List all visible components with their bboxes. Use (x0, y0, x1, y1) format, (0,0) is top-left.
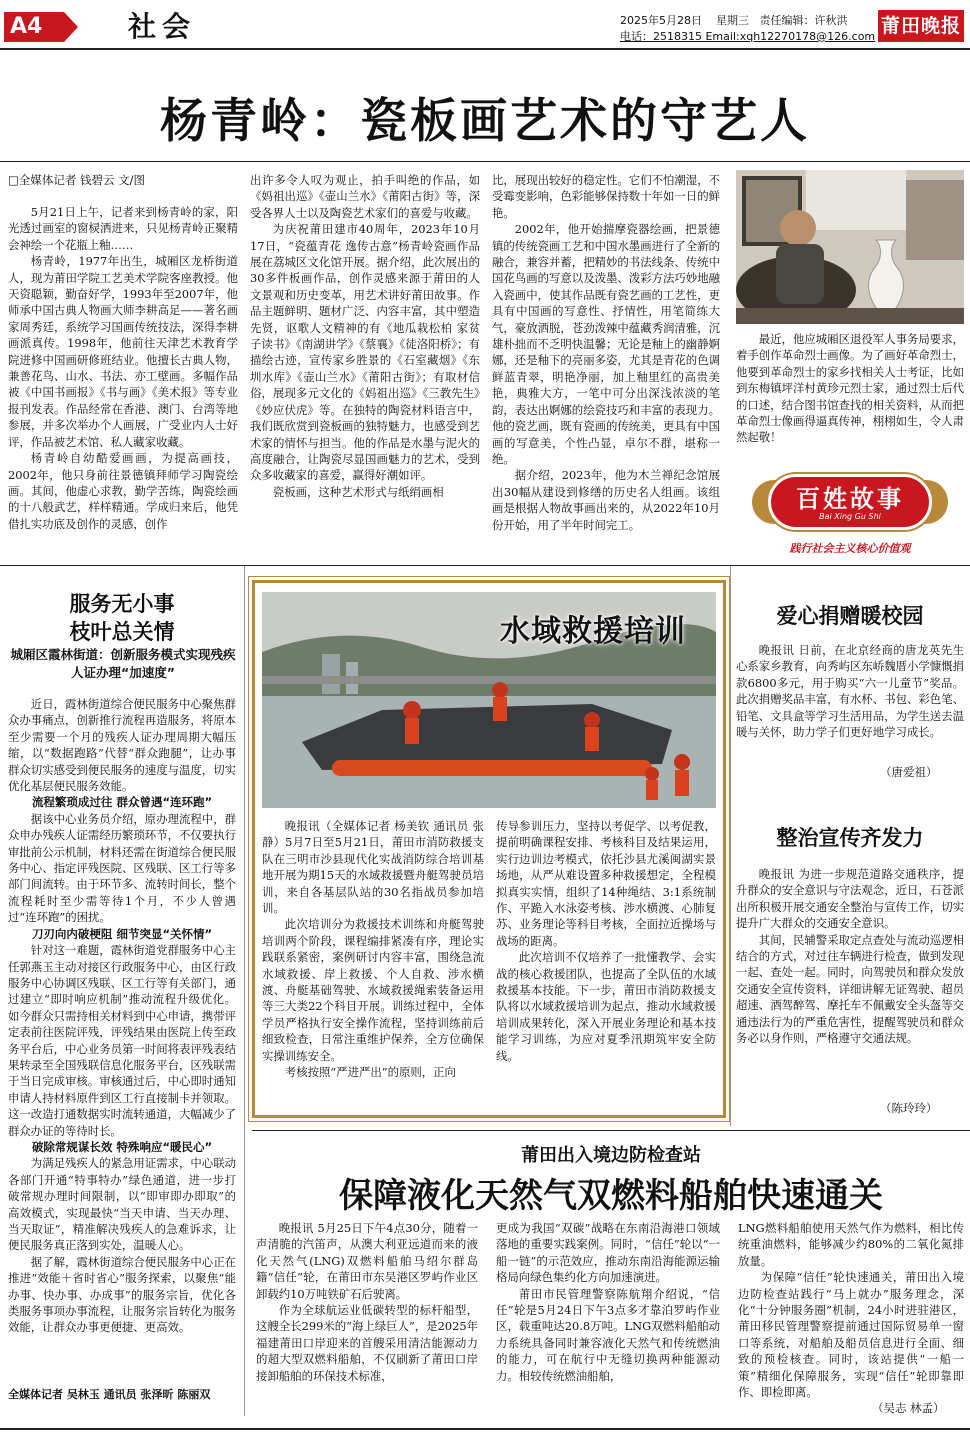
right-title-2: 整治宣传齐发力 (776, 826, 924, 850)
lead-col-4 (736, 331, 964, 453)
paragraph: 5月21日上午，记者来到杨青岭的家，阳光透过画室的窗棂洒进来，只见杨青岭正聚精会神绘一个花瓶上釉…… (8, 205, 238, 252)
weekday: 星期三 (716, 14, 749, 27)
footer-rule (0, 1428, 970, 1430)
paragraph: 传导参训压力，坚持以考促学、以考促教，提前明确课程安排、考核科目及结果运用，实行边训边考模式，依托沙县尤溪闽湖实景场地，从严从难设置多种救援想定，全程模拟真实实情，组织了14种绳结、3:1系统制作、平跪入水泳姿考核、涉水横渡、心肺复苏、业务理论等科目考核，全面拉近操场与战场的距离。 (496, 819, 716, 948)
left-title-1: 服务无小事 (69, 592, 175, 616)
right-title-1: 爱心捐赠暖校园 (776, 604, 924, 628)
editor: 责任编辑：许秋洪 (759, 14, 848, 27)
paragraph: 晚报讯 日前，在北京经商的唐龙英先生心系家乡教育，向秀屿区东峤魏厝小学慷慨捐款6800多元，用于购买“六一儿童节”奖品。此次捐赠奖品丰富，有水杯、书包、彩色笔、铅笔、文具盒等学习生活用品，为学生送去温暖与关怀，助力学子们更好地学习成长。 (736, 643, 964, 740)
paragraph: 为保障“信任”轮快速通关，莆田出入境边防检查站践行“马上就办”服务理念，深化“十分钟服务圈”机制，24小时进驻港区，莆田移民管理警察提前通过国际贸易单一窗口等系统，对船舶及船员信息进行全面、细致的预检核查。同时，该站提供“一船一策”精细化保障服务，实现“信任”轮即靠即作、即检即离。 (738, 1270, 964, 1400)
masthead-rule (0, 48, 970, 50)
paragraph: 比，展现出较好的稳定性。它们不怕潮湿，不受霉变影响，色彩能够保持数十年如一日的鲜艳。 (492, 173, 720, 220)
lead-headline: 杨青岭：瓷板画艺术的守艺人 (160, 94, 810, 149)
column-divider (244, 566, 245, 1416)
paragraph: 此次培训不仅培养了一批懂教学、会实战的核心救援团队，也提高了全队伍的水域救援基本技能。下一步，莆田市消防救援支队将以水域救援培训为起点，推动水域救援培训成果转化，深入开展业务理论和基本技能学习训练，为应对夏季汛期筑牢安全防线。 (496, 950, 716, 1063)
bottom-credit: （吴志 林孟） (872, 1401, 945, 1415)
baixing-gushi-logo (738, 470, 962, 560)
section-title: 社会 (128, 10, 197, 43)
page-tab-arrow (64, 12, 78, 42)
subhead: 刀刃向内破梗阻 细节突显“关怀情” (31, 926, 213, 941)
title-rule (0, 161, 970, 162)
lead-col-1 (8, 204, 238, 558)
bottom-kicker: 莆田出入境边防检查站 (521, 1145, 701, 1166)
photo-caption: 水域救援培训 (500, 614, 686, 649)
paragraph: 晚报讯（全媒体记者 杨美钦 通讯员 张静）5月7日至5月21日，莆田市消防救援支队在三明市沙县现代化实战消防综合培训基地开展为期15天的水域救援暨舟艇驾驶员培训，来自各基层队站的30名指战员参加培训。 (262, 819, 484, 916)
paragraph: 瓷板画，这种艺术形式与纸绢画相 (272, 484, 444, 499)
lead-byline: □全媒体记者 钱碧云 文/图 (8, 173, 146, 187)
bottom-col-2 (496, 1220, 720, 1416)
artist-photo (736, 170, 964, 324)
paragraph: 据介绍，2023年，他为木兰禅纪念馆展出30幅从建设到修缮的历史名人组画。该组画是根据人物故事画出来的，从2022年10月份开始，用了半年时间完工。 (492, 468, 720, 532)
paragraph: 为庆祝莆田建市40周年，2023年10月17日，“瓷蕴青花 逸传古意”杨青岭瓷画作品展在荔城区文化馆开展。据介绍，此次展出的30多件板画作品，创作灵感来源于莆田的人文景观和历史变革，用艺术讲好莆田故事。作品主题鲜明、题材广泛、内容丰富，其中塑造先贤，讴歌人文精神的有《地瓜栽松柏 家贫子读书》《南湖讲学》《蔡襄》《徒洛阳桥》；有描绘古迹，宣传家乡胜景的《石室藏烟》《东圳水库》《壶山兰水》《莆阳古街》；有取材信俗，展现多元文化的《妈祖出巡》《三教先生》《妙应伏虎》等。在独特的陶瓷材料语言中，我们既欣赏到瓷板画的独特魅力，也感受到艺术家的情怀与担当。他的作品是水墨与泥火的高度融合，让陶瓷尽显国画魅力的艺术，受到众多收藏家的喜爱，赢得好潮如评。 (250, 222, 480, 483)
lead-col-3 (492, 172, 720, 558)
left-credit: 全媒体记者 吴林玉 通讯员 张泽昕 陈丽双 (8, 1388, 211, 1401)
paragraph: 据了解，霞林街道综合便民服务中心正在推进“效能＋省时省心”服务探索，以聚焦“能办事、快办事、办成事”的服务宗旨，优化各类服务事项办事流程，让服务宗旨转化为服务效能，让群众办事更便捷、更高效。 (8, 1254, 236, 1335)
paragraph: 其间，民辅警采取定点查处与流动巡逻相结合的方式，对过往车辆进行检查，做到发现一起、查处一起。同时，向驾驶员和群众发放交通安全宣传资料，详细讲解无证驾驶、超员超速、酒驾醉驾、摩托车不佩戴安全头盔等交通违法行为的严重危害性，提醒驾驶员和群众务必以身作则，严格遵守交通法规。 (736, 932, 964, 1046)
left-title-2: 枝叶总关情 (69, 620, 175, 644)
lead-col-2 (250, 172, 480, 558)
paragraph: 最近，他应城厢区退役军人事务局要求，着手创作革命烈士画像。为了画好革命烈士，他要到革命烈士的家乡找相关人士考证，比如到东梅镇坪洋村黄珍元烈士家，通过烈士后代的口述，结合图书馆查找的相关资料，从而把革命烈士像画得逼真传神，栩栩如生，令人肃然起敬！ (736, 332, 964, 445)
paragraph: 考核按照“严进严出”的原则，正向 (284, 1065, 456, 1080)
right-story-1 (736, 642, 964, 762)
contact-line: 电话：2518315 Email:xqh12270178@126.com (620, 30, 876, 43)
column-divider (730, 566, 731, 1126)
paper-logo: 莆田晚报 (878, 10, 964, 42)
date-line (620, 12, 848, 28)
subhead: 破除常规谋长效 特殊响应“暖民心” (31, 1139, 213, 1154)
paragraph: 更成为我国“双碳”战略在东南沿海港口领域落地的重要实践案例。同时，“信任”轮以“一船一链”的示范效应，推动东南沿海能源运输格局向绿色集约化方向加速演进。 (496, 1221, 720, 1285)
right-credit-2: （陈玲玲） (880, 1101, 938, 1115)
paragraph: 杨青岭，1977年出生，城厢区龙桥街道人，现为莆田学院工艺美术学院客座教授。他天资聪颖，勤奋好学，1993年至2007年，他师承中国古典人物画大师李耕高足——著名画家周秀廷，系统学习国画传统技法，深得李耕画派真传。1998年，他前往天津艺术教育学院进修中国画研修班结业。他擅长古典人物，兼善花鸟、山水、书法、亦工壁画。多幅作品被《中国书画报》《书与画》《美术报》等专业报刊发表。作品经常在香港、澳门、台湾等地参展，并多次举办个人画展，广受业内人士好评，作品被艺术馆、私人藏家收藏。 (8, 254, 238, 449)
bottom-headline: 保障液化天然气双燃料船舶快速通关 (339, 1176, 883, 1216)
paragraph: 此次培训分为救援技术训练和舟艇驾驶培训两个阶段，课程编排紧凑有序，理论实践联系紧密，案例研讨内容丰富，围绕急流水域救援、岸上救援、个人自救、涉水横渡、舟艇基础驾驶、水域救援绳索装备运用等三大类22个科目开展。训练过程中，全体学员严格执行安全操作流程，坚持训练前后细致检查，日常注重维护保养，全方位确保实操训练安全。 (262, 917, 484, 1063)
logo-slogan: 践行社会主义核心价值观 (789, 542, 911, 555)
paragraph: 2002年，他开始揣摩瓷器绘画，把景德镇的传统瓷画工艺和中国水墨画进行了全新的融合，兼容并蓄，把精妙的书法线条、传统中国花鸟画的写意以及泼墨、泼彩方法巧妙地融入瓷画中，使其作品既有瓷艺画的工艺性，更具有中国画的写意性、抒情性，用笔简练大气，豪放洒脱，苍劲泼辣中蕴藏秀润清雅，沉雄朴拙而不乏明快温馨；无论是釉上的幽静婀娜，还是釉下的亮丽多姿，尤其是青花的色调鲜蓝青翠，明艳净丽，加上釉里红的高贵美艳，典雅大方，一笔中可分出深浅浓淡的笔韵，表达出婀娜的绘瓷技巧和丰富的表现力。他的瓷艺画，既有瓷画的传统美，更具有中国画的写意美，个性凸显，卓尔不群，堪称一绝。 (492, 222, 720, 466)
paragraph: 据该中心业务员介绍，原办理流程中，群众申办残疾人证需经历繁琐环节，不仅要执行审批前公示机制，材料还需在街道综合便民服务中心、指定评残医院、区残联、区工行等多部门间流转。由于环节多、流转时间长，整个流程耗时至少需等待1个月，不少人曾遇过“连环跑”的困扰。 (8, 811, 236, 925)
date: 2025年5月28日 (620, 14, 702, 27)
paragraph: 作为全球航运业低碳转型的标杆船型，这艘全长299米的“海上绿巨人”，是2025年福建莆田口岸迎来的首艘采用清洁能源动力的超大型双燃料船舶，不仅刷新了莆田口岸接卸船舶的环保技术标准， (256, 1303, 478, 1383)
paragraph: 晚报讯 5月25日下午4点30分，随着一声清脆的汽笛声，从澳大利亚远道而来的液化天然气(LNG)双燃料船舶马绍尔群岛籍“信任”轮，在莆田市东吴港区罗屿作业区卸载约10万吨铁矿石后驶离。 (256, 1221, 478, 1301)
paragraph: 晚报讯 为进一步规范道路交通秩序，提升群众的安全意识与守法观念，近日，石苍派出所积极开展交通安全整治与宣传工作，切实提升广大群众的交通安全意识。 (736, 867, 964, 931)
paragraph: 出许多令人叹为观止，拍手叫绝的作品，如《妈祖出巡》《壶山兰水》《莆阳古街》等，深受各界人士以及陶瓷艺术家们的喜爱与收藏。 (250, 173, 480, 220)
paragraph: 莆田市民管理警察陈航翔介绍说，“信任”轮是5月24日下午3点多才靠泊罗屿作业区，载重吨达20.8万吨。LNG双燃料船舶动力系统具备同时兼容液化天然气和传统燃油的能力，可在航行中无缝切换两种能源动力。相较传统燃油船舶， (496, 1286, 720, 1383)
center-col-1 (262, 818, 484, 1110)
left-story-body (8, 696, 236, 1384)
bottom-col-3 (738, 1220, 964, 1400)
paragraph: LNG燃料船舶使用天然气作为燃料，相比传统重油燃料，能够减少约80%的二氧化氮排放量。 (738, 1221, 964, 1268)
subhead: 流程繁琐成过往 群众曾遇“连环跑” (31, 795, 213, 810)
right-story-2 (736, 866, 964, 1098)
page-number: A4 (4, 12, 64, 42)
paragraph: 杨青岭自幼酷爱画画，为提高画技，2002年，他只身前往景德镇拜师学习陶瓷绘画。其间，他虚心求教，勤学苦练，陶瓷绘画的十八般武艺，样样精通。学成归来后，他凭借扎实功底及创作的灵感，创作 (8, 451, 238, 531)
section-rule (0, 565, 970, 566)
paragraph: 近日，霞林街道综合便民服务中心聚焦群众办事痛点，创新推行流程再造服务，将原本至少需要一个月的残疾人证办理周期大幅压缩，以“数据跑路”代替“群众跑腿”，让办事群众切实感受到便民服务的速度与温度，切实优化基层便民服务效能。 (8, 697, 236, 794)
masthead (0, 0, 970, 48)
center-col-2 (496, 818, 716, 1110)
paragraph: 为满足残疾人的紧急用证需求，中心联动各部门开通“特事特办”绿色通道，进一步打破常规办理时间限制，以“即审即办即取”的高效模式，实现最快“当天申请、当天办理、当天取证”，精准解决残疾人的急难诉求，让便民服务真正落到实处，温暖人心。 (8, 1156, 236, 1253)
logo-title: 百姓故事 (796, 484, 904, 513)
bottom-col-1 (256, 1220, 478, 1416)
right-credit-1: （唐爱祖） (880, 765, 938, 779)
logo-pinyin: Bai Xing Gu Shi (819, 512, 881, 521)
bottom-rule (252, 1130, 970, 1131)
left-subtitle: 城厢区霞林街道：创新服务模式实现残疾人证办理“加速度” (10, 647, 236, 680)
paragraph: 针对这一难题，霞林街道党群服务中心主任郭燕玉主动对接区行政服务中心，由区行政服务中心协调区残联、区工行等有关部门，通过建立“即时响应机制”推动流程升级优化。如今群众只需持相关材料到中心申请，携带评定表前往医院评残，评残结果由医院上传至政务平台后，中心业务员第一时间将表评残表结果转录至全国残联信息化服务平台，区残联需于当日完成审核。审核通过后，中心即时通知申请人持材料原件到区工行直接制卡并领取。这一改造打通数据实时流转通道，大幅减少了群众办证的等待时长。 (8, 943, 236, 1138)
